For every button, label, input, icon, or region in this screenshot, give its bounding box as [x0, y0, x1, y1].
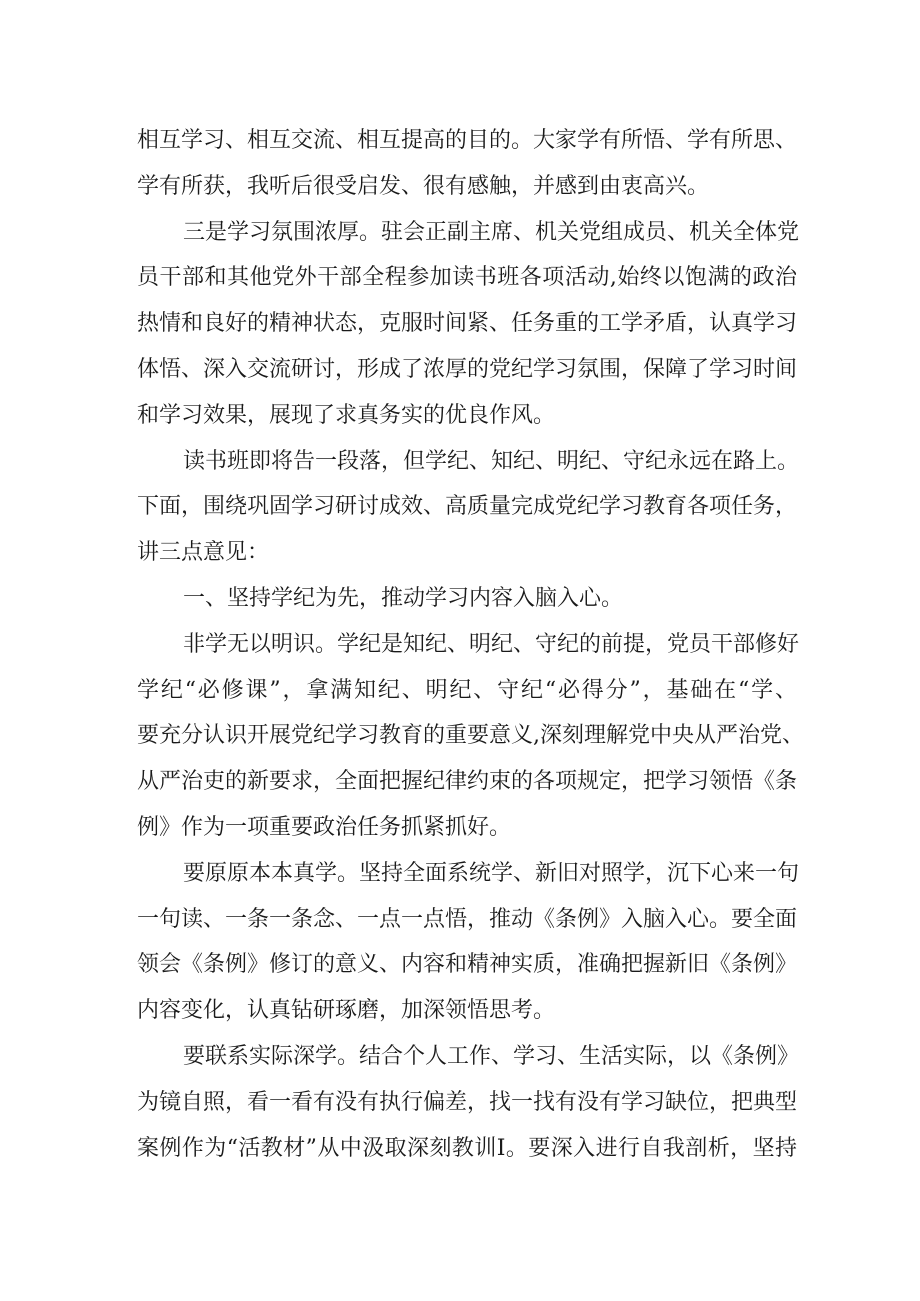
- text-line: 学有所获，我听后很受启发、很有感触，并感到由衷高兴。: [137, 173, 710, 199]
- text-line: 一句读、一条一条念、一点一点悟，推动《条例》入脑入心。要全面: [137, 906, 798, 932]
- paragraph: [137, 118, 797, 210]
- text-line: 学纪“必修课”，拿满知纪、明纪、守纪“必得分”，基础在“学、: [137, 677, 797, 703]
- text-line: 读书班即将告一段落，但学纪、知纪、明纪、守纪永远在路上。: [183, 448, 800, 474]
- text-line: 一、坚持学纪为先，推动学习内容入脑入心。: [183, 585, 624, 611]
- text-line: 相互学习、相互交流、相互提高的目的。大家学有所悟、学有所思、: [137, 128, 798, 153]
- paragraph: [137, 210, 800, 439]
- paragraph: [137, 622, 804, 851]
- text-line: 要原原本本真学。坚持全面系统学、新旧对照学，沉下心来一句: [183, 860, 800, 886]
- paragraph: [137, 439, 800, 576]
- text-line: 要充分认识开展党纪学习教育的重要意义,深刻理解党中央从严治党、: [137, 723, 804, 749]
- text-line: 体悟、深入交流研讨，形成了浓厚的党纪学习氛围，保障了学习时间: [137, 356, 798, 382]
- text-line: 领会《条例》修订的意义、内容和精神实质，准确把握新旧《条例》: [137, 952, 798, 978]
- text-line: 讲三点意见：: [137, 540, 270, 566]
- text-line: 员干部和其他党外干部全程参加读书班各项活动,始终以饱满的政治: [137, 265, 797, 291]
- text-line: 三是学习氛围浓厚。驻会正副主席、机关党组成员、机关全体党: [183, 219, 800, 245]
- text-line: 为镜自照，看一看有没有执行偏差，找一找有没有学习缺位，把典型: [137, 1089, 798, 1115]
- document-body: [137, 118, 804, 1171]
- text-line: 和学习效果，展现了求真务实的优良作风。: [137, 402, 556, 428]
- text-line: 下面，围绕巩固学习研讨成效、高质量完成党纪学习教育各项任务，: [137, 494, 798, 520]
- text-line: 例》作为一项重要政治任务抓紧抓好。: [137, 814, 512, 840]
- text-line: 热情和良好的精神状态，克服时间紧、任务重的工学矛盾，认真学习: [137, 311, 798, 337]
- text-line: 非学无以明识。学纪是知纪、明纪、守纪的前提，党员干部修好: [183, 631, 800, 657]
- text-line: 内容变化，认真钻研琢磨，加深领悟思考。: [137, 998, 556, 1024]
- text-line: 要联系实际深学。结合个人工作、学习、生活实际，以《条例》: [183, 1043, 800, 1069]
- paragraph: [137, 851, 800, 1034]
- paragraph: [137, 576, 797, 622]
- paragraph: [137, 1034, 800, 1171]
- text-line: 案例作为“活教材”从中汲取深刻教训I。要深入进行自我剖析，坚持: [137, 1135, 797, 1161]
- text-line: 从严治吏的新要求，全面把握纪律约束的各项规定，把学习领悟《条: [137, 769, 798, 795]
